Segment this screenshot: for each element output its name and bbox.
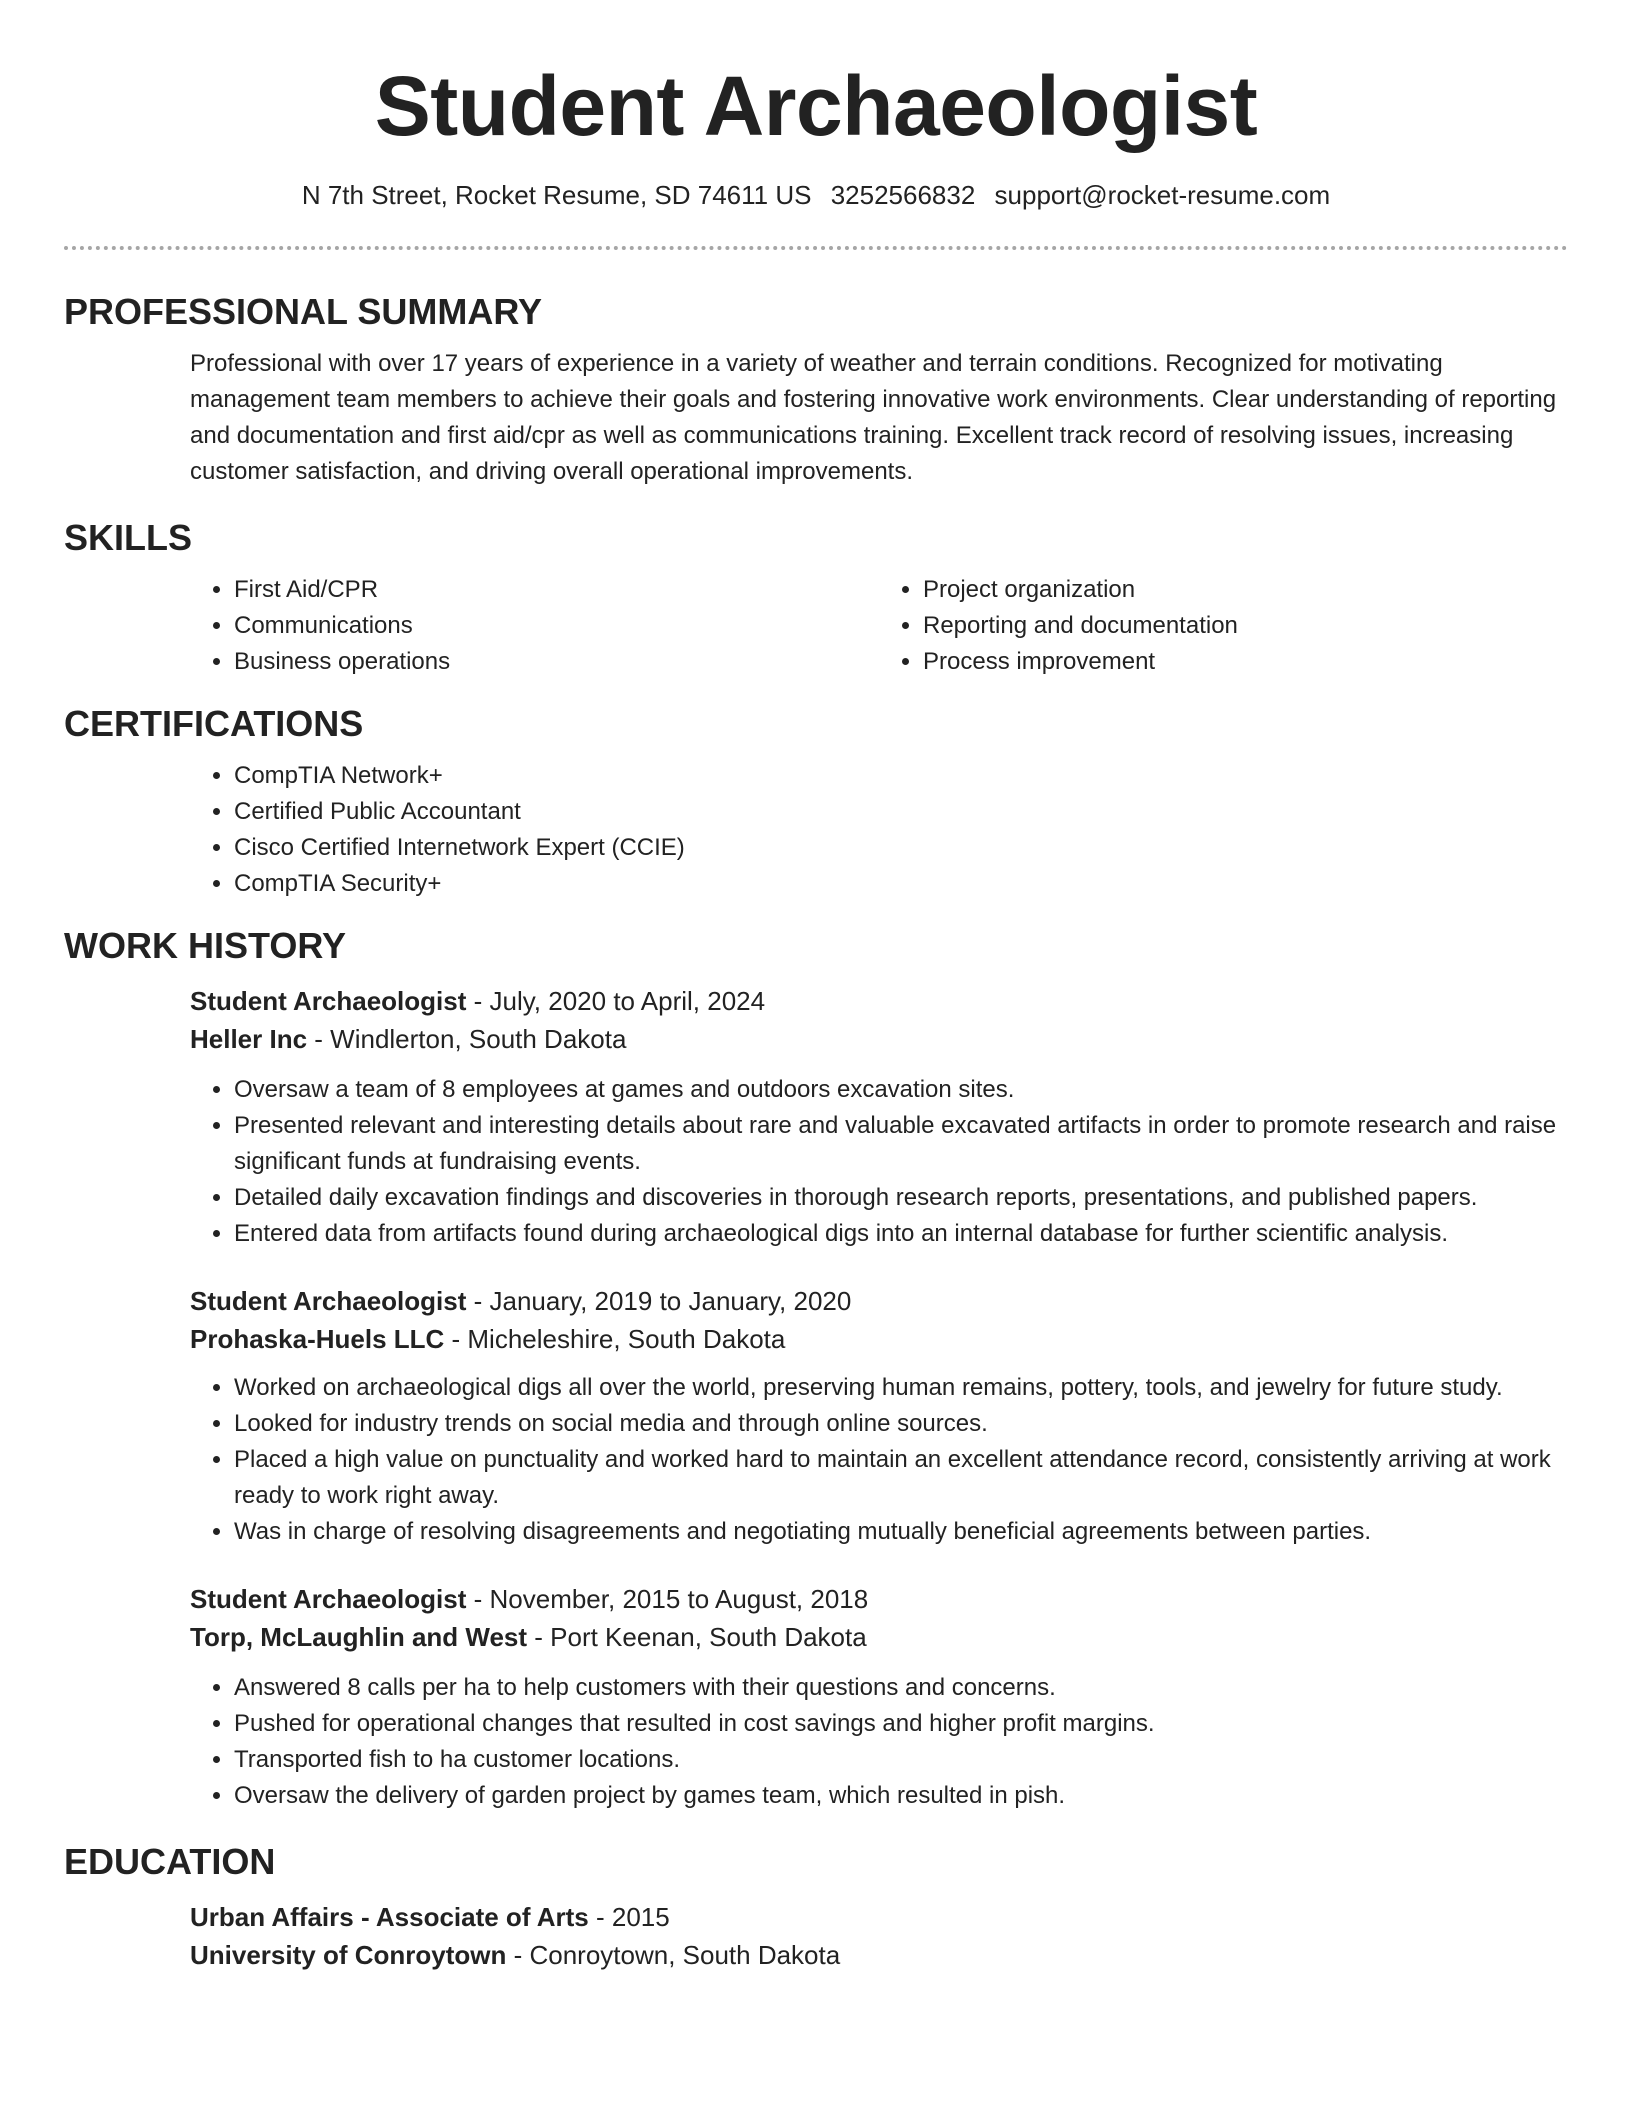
job-location: - Micheleshire, South Dakota [444, 1324, 786, 1354]
job-title-line [190, 1282, 1568, 1320]
education-degree-line [190, 1898, 1568, 1936]
skill-item: • Project organization [923, 572, 1568, 608]
job-bullet: • Placed a high value on punctuality and worked hard to maintain an excellent attendance record, consistently arriving at work ready to work right away. [234, 1442, 1568, 1514]
certifications-heading: CERTIFICATIONS [64, 703, 364, 744]
certification-item: • CompTIA Security+ [234, 866, 1568, 902]
skill-item: • Process improvement [923, 644, 1568, 680]
job-bullet: • Transported fish to ha customer locations. [234, 1742, 1568, 1778]
education-entry [190, 1898, 1568, 1974]
education-school-line [190, 1936, 1568, 1974]
job-bullet: • Entered data from artifacts found during archaeological digs into an internal database for further scientific analysis. [234, 1216, 1568, 1252]
job-location: - Port Keenan, South Dakota [527, 1622, 867, 1652]
skill-item: • First Aid/CPR [234, 572, 879, 608]
job-company: Prohaska-Huels LLC [190, 1324, 445, 1354]
skill-item: • Reporting and documentation [923, 608, 1568, 644]
job-bullet: • Oversaw a team of 8 employees at games and outdoors excavation sites. [234, 1072, 1568, 1108]
skills-column-left [190, 572, 879, 680]
job-entry [190, 1580, 1568, 1814]
job-company-line [190, 1020, 1568, 1058]
job-bullet: • Detailed daily excavation findings and discoveries in thorough research reports, presentations, and published papers. [234, 1180, 1568, 1216]
contact-phone: 3252566832 [830, 180, 976, 210]
work-history-heading: WORK HISTORY [64, 925, 347, 966]
job-bullet: • Pushed for operational changes that resulted in cost savings and higher profit margins. [234, 1706, 1568, 1742]
summary-heading: PROFESSIONAL SUMMARY [64, 291, 543, 332]
job-bullet: • Presented relevant and interesting details about rare and valuable excavated artifacts in order to promote research and raise significant funds at fundraising events. [234, 1108, 1568, 1180]
contact-line [64, 178, 1568, 212]
certification-item: • CompTIA Network+ [234, 758, 1568, 794]
skills-list [190, 572, 1568, 680]
job-bullet: • Looked for industry trends on social media and through online sources. [234, 1406, 1568, 1442]
resume-page [64, 0, 1568, 1974]
job-bullet: • Was in charge of resolving disagreements and negotiating mutually beneficial agreements between parties. [234, 1514, 1568, 1550]
education-location: - Conroytown, South Dakota [506, 1940, 841, 1970]
job-entry [190, 982, 1568, 1252]
job-title-line [190, 1580, 1568, 1618]
summary-text: Professional with over 17 years of experience in a variety of weather and terrain conditions. Recognized for motivating management team members to achieve their goals and fostering innovative work environments. Clear understanding of reporting and documentation and first aid/cpr as well as communications training. Excellent track record of resolving issues, increasing customer satisfaction, and driving overall operational improvements. [190, 350, 1557, 485]
education-degree: Urban Affairs - Associate of Arts [190, 1902, 589, 1932]
job-role: Student Archaeologist [190, 1286, 467, 1316]
job-bullet: • Oversaw the delivery of garden project by games team, which resulted in pish. [234, 1778, 1568, 1814]
certification-item: • Certified Public Accountant [234, 794, 1568, 830]
job-bullets [190, 1370, 1568, 1550]
job-company: Torp, McLaughlin and West [190, 1622, 528, 1652]
skill-item: • Communications [234, 608, 879, 644]
skill-item: • Business operations [234, 644, 879, 680]
job-company-line [190, 1618, 1568, 1656]
job-dates: - July, 2020 to April, 2024 [466, 986, 766, 1016]
skills-column-right [879, 572, 1568, 680]
job-title-line [190, 982, 1568, 1020]
job-bullet: • Answered 8 calls per ha to help customers with their questions and concerns. [234, 1670, 1568, 1706]
job-company-line [190, 1320, 1568, 1358]
contact-address: N 7th Street, Rocket Resume, SD 74611 US [301, 180, 812, 210]
education-school: University of Conroytown [190, 1940, 507, 1970]
job-bullet: • Worked on archaeological digs all over the world, preserving human remains, pottery, tools, and jewelry for future study. [234, 1370, 1568, 1406]
header-divider [64, 246, 1568, 250]
job-dates: - November, 2015 to August, 2018 [466, 1584, 869, 1614]
education-year: - 2015 [588, 1902, 670, 1932]
job-role: Student Archaeologist [190, 986, 467, 1016]
skills-heading: SKILLS [64, 517, 193, 558]
certifications-list [190, 758, 1568, 902]
job-bullets [190, 1670, 1568, 1814]
job-bullets [190, 1072, 1568, 1252]
education-heading: EDUCATION [64, 1841, 276, 1882]
job-location: - Windlerton, South Dakota [307, 1024, 627, 1054]
resume-name: Student Archaeologist [374, 59, 1258, 153]
certification-item: • Cisco Certified Internetwork Expert (CCIE) [234, 830, 1568, 866]
job-dates: - January, 2019 to January, 2020 [466, 1286, 852, 1316]
job-role: Student Archaeologist [190, 1584, 467, 1614]
job-entry [190, 1282, 1568, 1550]
contact-email: support@rocket-resume.com [994, 180, 1331, 210]
job-company: Heller Inc [190, 1024, 308, 1054]
